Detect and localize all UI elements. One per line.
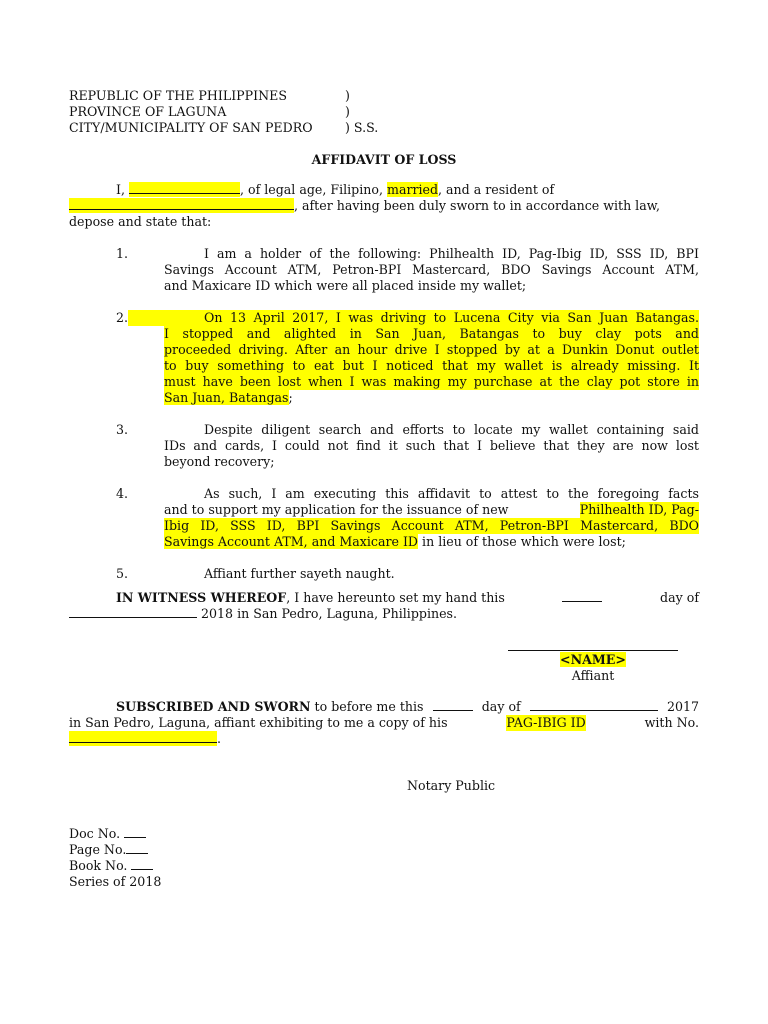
item-4-line-4 [164,534,626,550]
item-4-line-2-text: and to support my application for the issuance of new [164,502,509,517]
residence-blank [69,198,294,213]
jurat-text-2: in San Pedro, Laguna, affiant exhibiting to me a copy of his [69,715,448,730]
caption-paren-2: ) [345,104,350,119]
jurat-text-1: to before me this [314,699,424,714]
caption-city: CITY/MUNICIPALITY OF SAN PEDRO [69,120,313,135]
caption-province: PROVINCE OF LAGUNA [69,104,227,119]
item-2-line-6-end: ; [288,390,293,405]
affiant-name-wrap [508,652,678,668]
witness-line-2 [69,606,457,622]
jurat-id-type: PAG-IBIG ID [506,715,586,730]
item-2-line-2: I stopped and alighted in San Juan, Batangas to buy clay pots and [164,326,699,341]
item-2-line-6 [164,390,699,406]
caption-paren-1: ) [345,88,350,103]
item-4-line-2 [164,502,699,518]
jurat-end: . [217,731,222,746]
item-3-line-2: IDs and cards, I could not find it such that I believe that they are now lost [164,438,699,453]
item-1-line-3: and Maxicare ID which were all placed inside my wallet; [164,278,527,293]
item-2-line-1: On 13 April 2017, I was driving to Lucena City via San Juan Batangas. [204,310,699,325]
jurat-month-blank [530,699,658,711]
item-3-line-1: Despite diligent search and efforts to locate my wallet containing said [204,422,699,437]
witness-day-of: day of [660,590,699,605]
intro-resident: , and a resident of [438,182,555,197]
intro-line-3: depose and state that: [69,214,212,229]
item-4-line-1: As such, I am executing this affidavit to attest to the foregoing facts [204,486,699,501]
jurat-day-blank [433,699,473,711]
affiant-label: Affiant [571,668,615,683]
item-4-ids-highlight-1: Philhealth ID, Pag- [579,502,699,517]
signature-line [508,650,678,651]
book-no [69,858,153,874]
item-2-line-3: proceeded driving. After an hour drive I stopped by at a Dunkin Donut outlet [164,342,699,357]
page-no-label: Page No. [69,842,127,857]
intro-sworn: , after having been duly sworn to in accordance with law, [294,198,661,213]
caption-ss: ) S.S. [345,120,379,135]
intro-line-1 [69,182,699,198]
jurat-with-no: with No. [644,715,699,730]
item-1-line-1: I am a holder of the following: Philhealth ID, Pag-Ibig ID, SSS ID, BPI [204,246,699,261]
item-number-5: 5. [116,566,129,581]
item-4-ids-highlight-3: Savings Account ATM, and Maxicare ID [164,534,419,549]
jurat-year: 2017 [666,699,699,714]
affiant-name: <NAME> [560,652,626,667]
witness-heading: IN WITNESS WHEREOF [116,590,287,605]
jurat-line-1 [69,699,699,715]
civil-status: married [387,182,439,197]
item-3-line-3: beyond recovery; [164,454,275,469]
witness-line-1 [69,590,699,606]
notary-public-label: Notary Public [407,778,496,793]
item-4-line-4-text: in lieu of those which were lost; [422,534,626,549]
witness-month-blank [69,606,197,618]
item-number-3: 3. [116,422,129,437]
item-number-2: 2. [116,310,129,325]
item-2-line-4: to buy something to eat but I noticed that my wallet is already missing. It [164,358,699,373]
jurat-heading: SUBSCRIBED AND SWORN [116,699,311,714]
item-number-1: 1. [116,246,129,261]
item-number-4: 4. [116,486,129,501]
intro-line-2 [69,198,699,214]
witness-text-1: , I have hereunto set my hand this [286,590,505,605]
book-no-label: Book No. [69,858,128,873]
item-2-line-6-text: San Juan, Batangas [164,390,289,405]
series: Series of 2018 [69,874,162,889]
affiant-name-blank [129,182,240,197]
item-4-ids-highlight-2: Ibig ID, SSS ID, BPI Savings Account ATM, Petron-BPI Mastercard, BDO [164,518,699,533]
jurat-line-2 [69,715,699,731]
item-1-line-2: Savings Account ATM, Petron-BPI Mastercard, BDO Savings Account ATM, [164,262,699,277]
jurat-day-of: day of [481,699,521,714]
document-title: AFFIDAVIT OF LOSS [311,152,457,167]
doc-no [69,826,146,842]
intro-i: I, [116,182,125,197]
doc-no-label: Doc No. [69,826,121,841]
page-no [69,842,148,858]
item-2-line-5: must have been lost when I was making my purchase at the clay pot store in [164,374,699,389]
jurat-line-3 [69,731,221,747]
caption-republic: REPUBLIC OF THE PHILIPPINES [69,88,287,103]
item-5-line-1: Affiant further sayeth naught. [204,566,395,581]
intro-legal-age: , of legal age, Filipino, [240,182,383,197]
witness-text-2: 2018 in San Pedro, Laguna, Philippines. [201,606,458,621]
id-number-blank [69,731,217,746]
witness-day-blank [562,590,602,602]
